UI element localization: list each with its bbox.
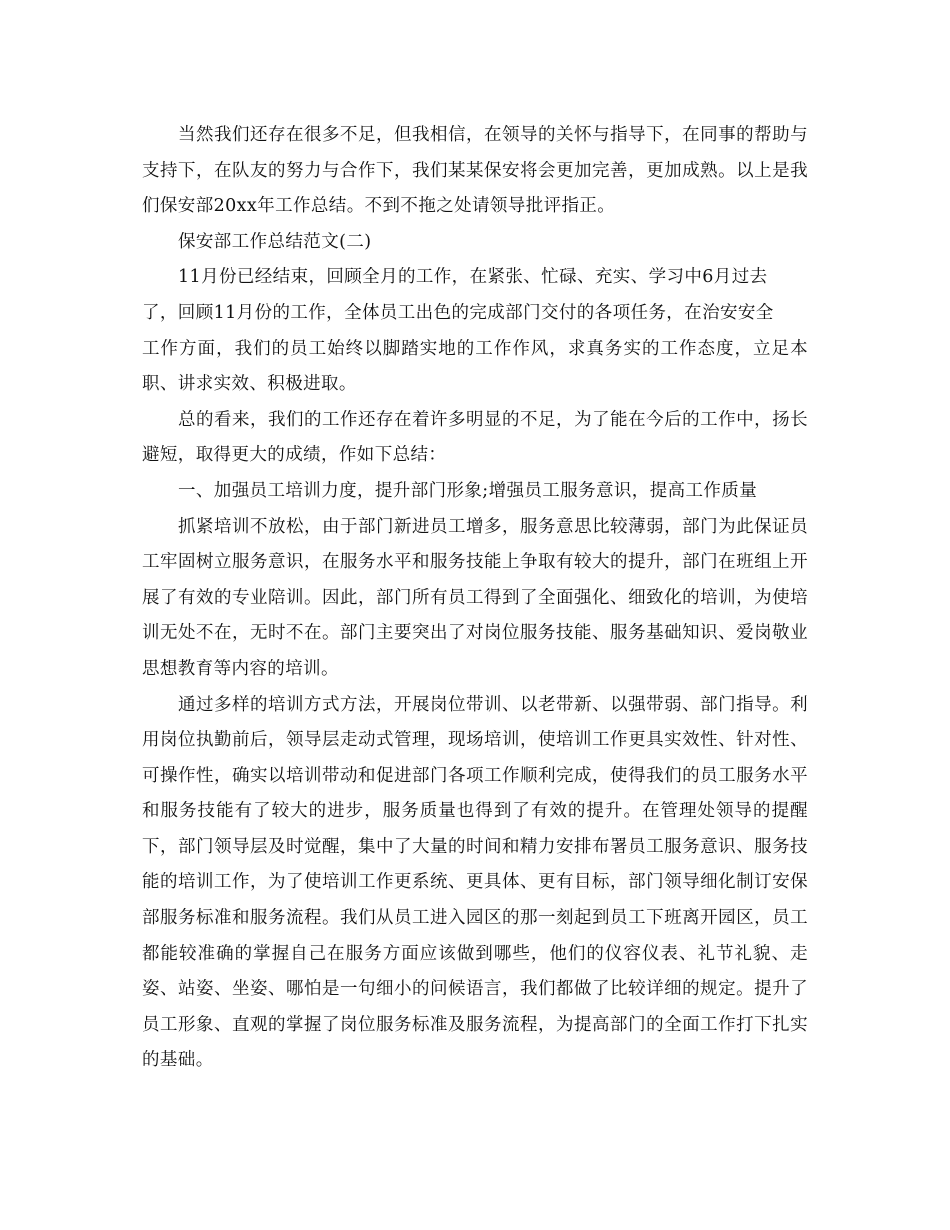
- document-body: [142, 118, 808, 1079]
- section-heading-training: 一、加强员工培训力度，提升部门形象;增强员工服务意识，提高工作质量: [178, 480, 758, 501]
- paragraph-month-review: 11月份已经结束，回顾全月的工作，在紧张、忙碌、充实、学习中6月过去 了，回顾11月份的工作，全体员工出色的完成部门交付的各项任务，在治安安全 工作方面，我们的员工始终以脚踏实地的工作作风，求真务实的工作态度，立足本职、讲求实效、积极进取。: [142, 267, 808, 395]
- paragraph-training-methods: 通过多样的培训方式方法，开展岗位带训、以老带新、以强带弱、部门指导。利用岗位执勤前后，领导层走动式管理，现场培训，使培训工作更具实效性、针对性、可操作性，确实以培训带动和促进部门各项工作顺利完成，使得我们的员工服务水平和服务技能有了较大的进步，服务质量也得到了有效的提升。在管理处领导的提醒下，部门领导层及时觉醒，集中了大量的时间和精力安排布署员工服务意识、服务技能的培训工作，为了使培训工作更系统、更具体、更有目标，部门领导细化制订安保部服务标准和服务流程。我们从员工进入园区的那一刻起到员工下班离开园区，员工都能较准确的掌握自己在服务方面应该做到哪些，他们的仪容仪表、礼节礼貌、走姿、站姿、坐姿、哪怕是一句细小的问候语言，我们都做了比较详细的规定。提升了员工形象、直观的掌握了岗位服务标准及服务流程，为提高部门的全面工作打下扎实的基础。: [142, 694, 808, 1071]
- section-title: 保安部工作总结范文(二): [178, 231, 372, 252]
- paragraph-training: 抓紧培训不放松，由于部门新进员工增多，服务意思比较薄弱，部门为此保证员工牢固树立服务意识，在服务水平和服务技能上争取有较大的提升，部门在班组上开展了有效的专业陪训。因此，部门所有员工得到了全面强化、细致化的培训，为使培训无处不在，无时不在。部门主要突出了对岗位服务技能、服务基础知识、爱岗敬业思想教育等内容的培训。: [142, 516, 808, 679]
- paragraph-summary-intro: 总的看来，我们的工作还存在着许多明显的不足，为了能在今后的工作中，扬长避短，取得更大的成绩，作如下总结：: [142, 409, 808, 466]
- paragraph-closing-remarks: 当然我们还存在很多不足，但我相信，在领导的关怀与指导下，在同事的帮助与支持下，在队友的努力与合作下，我们某某保安将会更加完善，更加成熟。以上是我们保安部20xx年工作总结。不到不拖之处请领导批评指正。: [142, 125, 808, 217]
